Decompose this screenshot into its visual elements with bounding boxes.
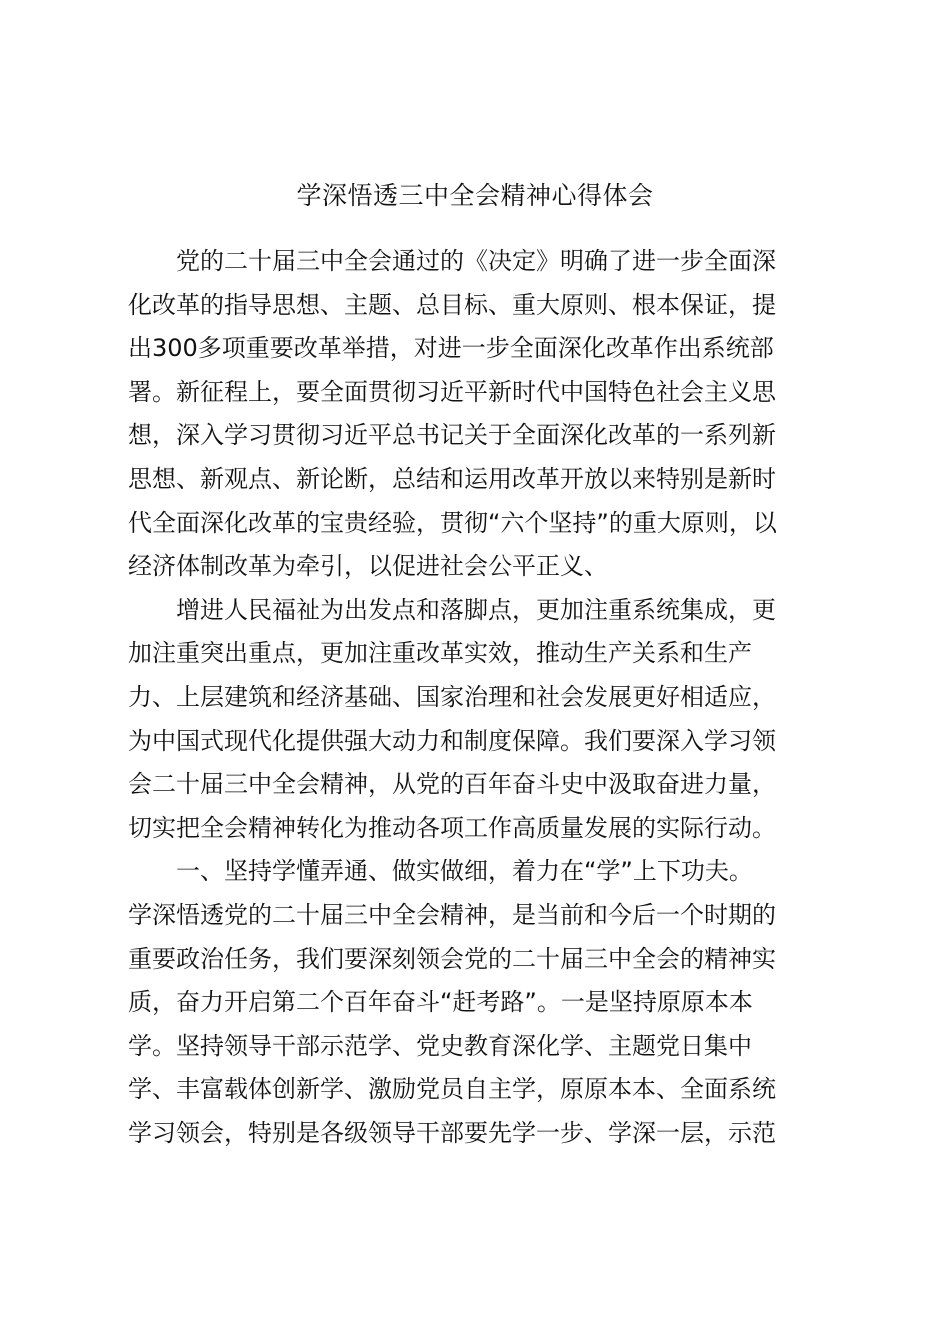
paragraph-1-line-8: 经济体制改革为牵引，以促进社会公平正义、 — [128, 552, 608, 581]
paragraph-1-line-4: 署。新征程上，要全面贯彻习近平新时代中国特色社会主义思 — [128, 377, 776, 406]
paragraph-3-line-2: 学深悟透党的二十届三中全会精神，是当前和今后一个时期的 — [128, 900, 776, 929]
paragraph-3-line-3: 重要政治任务，我们要深刻领会党的二十届三中全会的精神实 — [128, 944, 776, 973]
paragraph-2-line-2: 加注重突出重点，更加注重改革实效，推动生产关系和生产 — [128, 639, 752, 668]
paragraph-2-line-5: 会二十届三中全会精神，从党的百年奋斗史中汲取奋进力量， — [128, 770, 776, 799]
paragraph-3-line-6: 学、丰富载体创新学、激励党员自主学，原原本本、全面系统 — [128, 1075, 776, 1104]
paragraph-2-line-6: 切实把全会精神转化为推动各项工作高质量发展的实际行动。 — [128, 813, 776, 842]
paragraph-2-line-3: 力、上层建筑和经济基础、国家治理和社会发展更好相适应， — [128, 682, 776, 711]
paragraph-3-line-1: 一、坚持学懂弄通、做实做细，着力在“学”上下功夫。 — [176, 857, 753, 886]
document-body — [128, 240, 828, 1155]
paragraph-3-line-7: 学习领会，特别是各级领导干部要先学一步、学深一层，示范 — [128, 1118, 776, 1147]
paragraph-1-line-6: 思想、新观点、新论断，总结和运用改革开放以来特别是新时 — [128, 464, 776, 493]
paragraph-1-line-2: 化改革的指导思想、主题、总目标、重大原则、根本保证，提 — [128, 290, 776, 319]
paragraph-1-line-7: 代全面深化改革的宝贵经验，贯彻“六个坚持”的重大原则，以 — [128, 508, 777, 537]
paragraph-2-line-4: 为中国式现代化提供强大动力和制度保障。我们要深入学习领 — [128, 726, 776, 755]
paragraph-1-line-3: 出300多项重要改革举措，对进一步全面深化改革作出系统部 — [128, 334, 774, 363]
paragraph-2-line-1: 增进人民福祉为出发点和落脚点，更加注重系统集成，更 — [176, 595, 776, 624]
paragraph-3-line-4: 质，奋力开启第二个百年奋斗“赶考路”。一是坚持原原本本 — [128, 988, 753, 1017]
document-title: 学深悟透三中全会精神心得体会 — [296, 181, 654, 210]
paragraph-1-line-1: 党的二十届三中全会通过的《决定》明确了进一步全面深 — [176, 247, 776, 275]
paragraph-3-line-5: 学。坚持领导干部示范学、党史教育深化学、主题党日集中 — [128, 1031, 752, 1060]
paragraph-1-line-5: 想，深入学习贯彻习近平总书记关于全面深化改革的一系列新 — [128, 421, 776, 450]
